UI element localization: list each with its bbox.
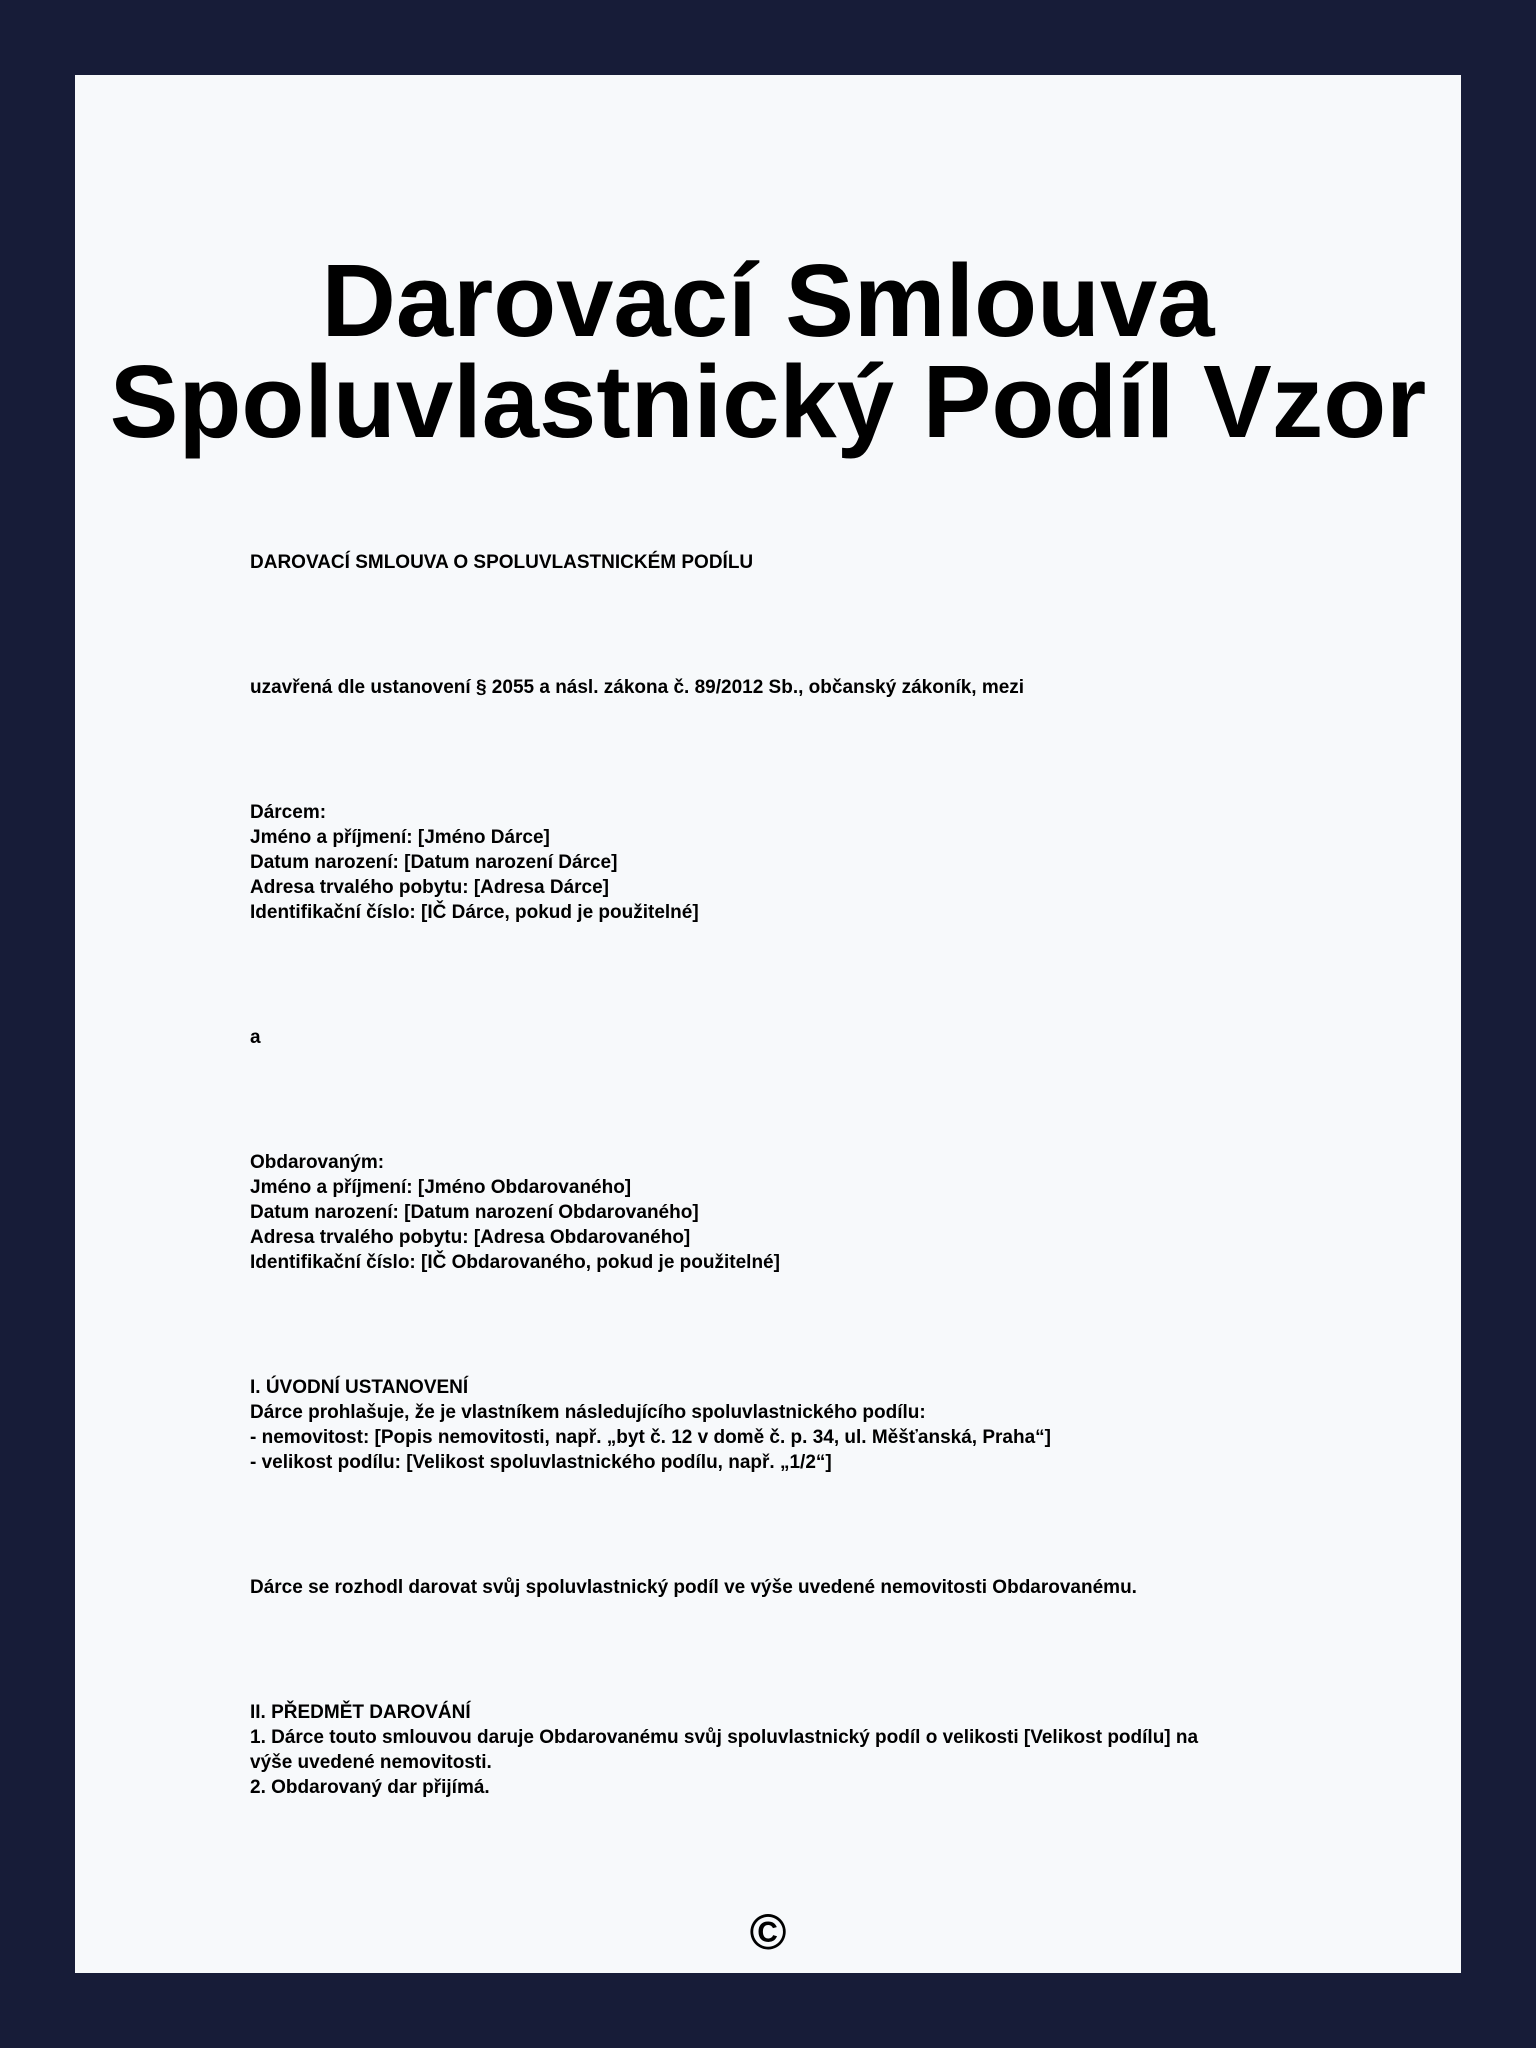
decision-paragraph: Dárce se rozhodl darovat svůj spoluvlastnický podíl ve výše uvedené nemovitosti Obdarovanému. [250,1577,1137,1598]
contract-heading: DAROVACÍ SMLOUVA O SPOLUVLASTNICKÉM PODÍLU [250,552,754,573]
section-1-line-2: - nemovitost: [Popis nemovitosti, např. „byt č. 12 v domě č. p. 34, ul. Měšťanská, Praha“] [250,1427,1051,1448]
title-line-1: Darovací Smlouva [321,243,1215,358]
donee-birth: Datum narození: [Datum narození Obdarovaného] [250,1202,699,1223]
donee-name: Jméno a příjmení: [Jméno Obdarovaného] [250,1177,632,1198]
section-1 [250,1375,1330,1475]
donor-name: Jméno a příjmení: [Jméno Dárce] [250,827,550,848]
contract-intro: uzavřená dle ustanovení § 2055 a násl. zákona č. 89/2012 Sb., občanský zákoník, mezi [250,677,1025,698]
section-2-line-1a: 1. Dárce touto smlouvou daruje Obdarovanému svůj spoluvlastnický podíl o velikosti [Velikost podílu] na [250,1727,1199,1748]
section-2 [250,1700,1330,1800]
document-page [75,75,1461,1973]
section-1-heading: I. ÚVODNÍ USTANOVENÍ [250,1377,469,1398]
section-1-line-3: - velikost podílu: [Velikost spoluvlastnického podílu, např. „1/2“] [250,1452,832,1473]
copyright-icon: © [749,1904,787,1960]
donor-block [250,800,1330,925]
donor-label: Dárcem: [250,802,327,823]
title-line-2: Spoluvlastnický Podíl Vzor [109,344,1427,459]
section-1-line-1: Dárce prohlašuje, že je vlastníkem následujícího spoluvlastnického podílu: [250,1402,926,1423]
donee-address: Adresa trvalého pobytu: [Adresa Obdarovaného] [250,1227,691,1248]
donor-id: Identifikační číslo: [IČ Dárce, pokud je použitelné] [250,902,699,923]
donor-birth: Datum narození: [Datum narození Dárce] [250,852,618,873]
donee-id: Identifikační číslo: [IČ Obdarovaného, pokud je použitelné] [250,1252,780,1273]
donee-block [250,1150,1330,1275]
section-2-line-2: 2. Obdarovaný dar přijímá. [250,1777,490,1798]
donor-address: Adresa trvalého pobytu: [Adresa Dárce] [250,877,609,898]
section-2-line-1b: výše uvedené nemovitosti. [250,1752,492,1773]
document-title [75,243,1461,459]
conjunction: a [250,1027,261,1048]
donee-label: Obdarovaným: [250,1152,385,1173]
section-2-heading: II. PŘEDMĚT DAROVÁNÍ [250,1702,471,1723]
